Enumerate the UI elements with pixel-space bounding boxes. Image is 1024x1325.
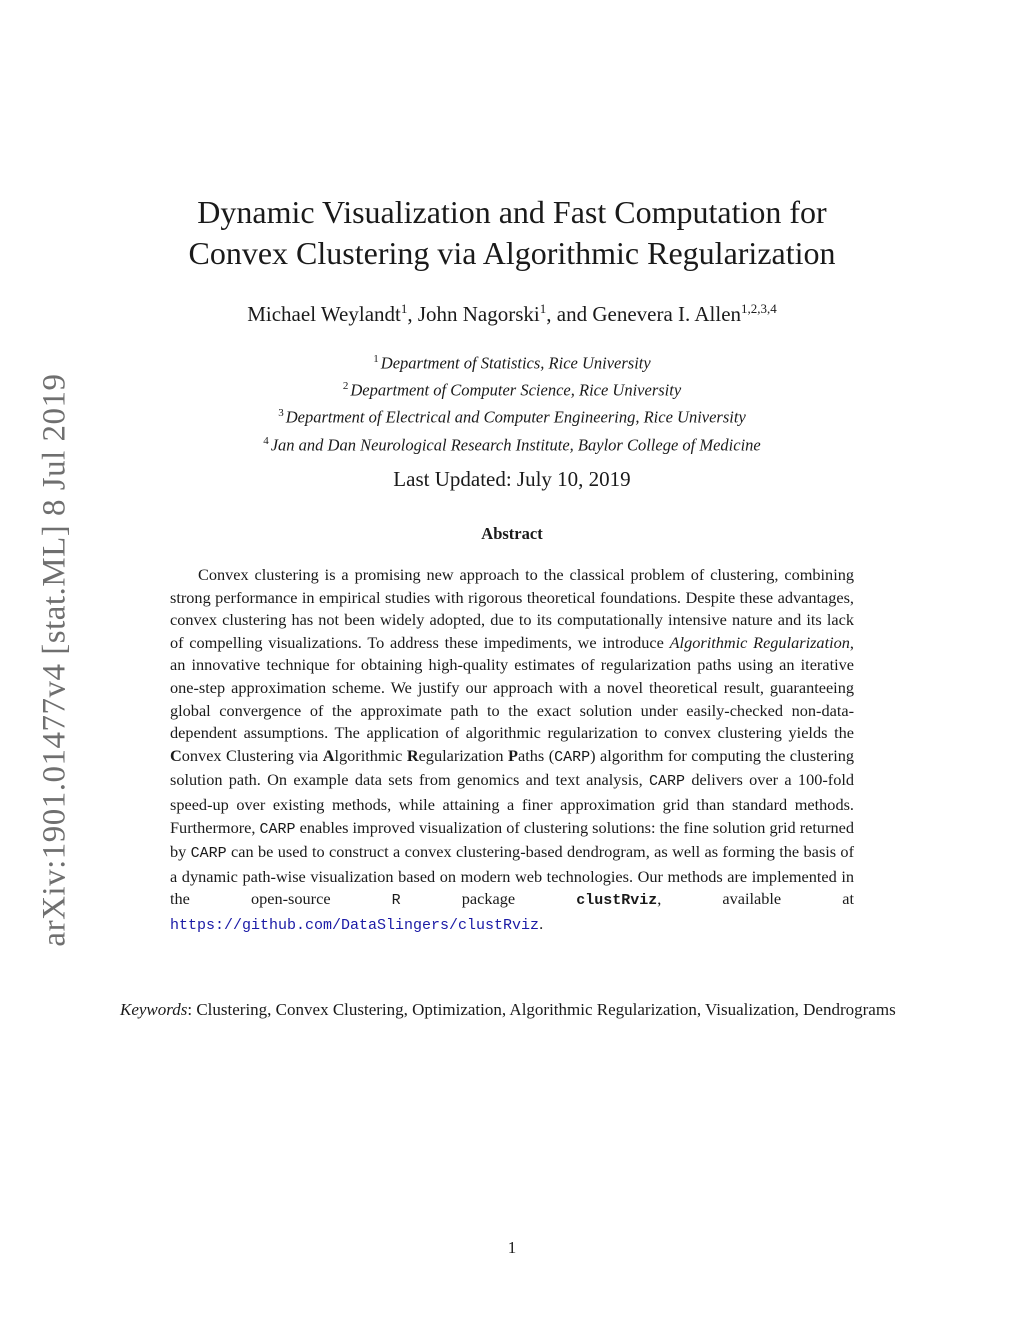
title-line-1: Dynamic Visualization and Fast Computation for [197,194,827,230]
carp-code-name: CARP [190,845,227,863]
package-name: clustRviz [576,892,658,910]
github-repository-link[interactable]: https://github.com/DataSlingers/clustRviz [170,916,540,934]
keywords-label: Keywords [120,1000,188,1019]
r-language-name: R [391,892,401,910]
abstract-heading: Abstract [481,524,543,543]
author-name: John Nagorski [417,302,540,326]
affiliation-item: $^3$ Department of Electrical and Computer Engineering, Rice University [278,407,746,427]
page-number: 1 [507,1238,517,1257]
affiliation-item: $^2$ Department of Computer Science, Rice University [342,380,682,400]
carp-code-name: CARP [649,773,686,791]
last-updated-date: Last Updated: July 10, 2019 [393,467,631,491]
affiliation-list [150,348,874,457]
author-affiliation-marker: 1 [539,301,547,316]
carp-code-name: CARP [554,748,591,766]
author-list: Michael Weylandt$^1$, John Nagorski$^1$, and Genevera I. Allen$^{1,2,3,4}$ [247,301,777,326]
title-line-2: Convex Clustering via Algorithmic Regularization [188,235,836,271]
keywords-section [120,998,905,1022]
abstract-text: Convex clustering is a promising new approach to the classical problem of clustering, combining strong performance in empirical studies with rigorous theoretical foundations. Despite these advantages, convex clustering has not been widely adopted, due to its computationally intensive nature and its lack of compelling visualizations. To address these impediments, we introduce Algorithmic Regularization, an innovative technique for obtaining high-quality estimates of regularization paths using an iterative one-step approximation scheme. We justify our approach with a novel theoretical result, guaranteeing global convergence of the approximate path to the exact solution under easily-checked non-data-dependent assumptions. The application of algorithmic regularization to convex clustering yields the Convex Clustering via Algorithmic Regularization Paths (CARP) algorithm for computing the clustering solution path. On example data sets from genomics and text analysis, CARP delivers over a 100-fold speed-up over existing methods, while attaining a finer approximation grid than standard methods. Furthermore, CARP enables improved visualization of clustering solutions: the fine solution grid returned by CARP can be used to construct a convex clustering-based dendrogram, as well as forming the basis of a dynamic path-wise visualization based on modern web technologies. Our methods are implemented in the open-source R package clustRviz, available at https://github.com/DataSlingers/clustRviz. [170,565,855,934]
author-name: Genevera I. Allen [592,302,742,326]
affiliation-item: $^1$ Department of Statistics, Rice University [373,353,651,373]
author-affiliation-marker: 1,2,3,4 [741,301,777,316]
author-affiliation-marker: 1 [400,301,408,316]
paper-title [150,192,874,274]
carp-code-name: CARP [259,820,296,838]
arxiv-identifier-stamp: arXiv:1901.01477v4 [stat.ML] 8 Jul 2019 [36,373,73,947]
keywords-list: : Clustering, Convex Clustering, Optimization, Algorithmic Regularization, Visualization, Dendrograms [187,1000,896,1019]
author-name: Michael Weylandt [247,302,401,326]
affiliation-item: $^4$ Jan and Dan Neurological Research Institute, Baylor College of Medicine [263,434,761,455]
